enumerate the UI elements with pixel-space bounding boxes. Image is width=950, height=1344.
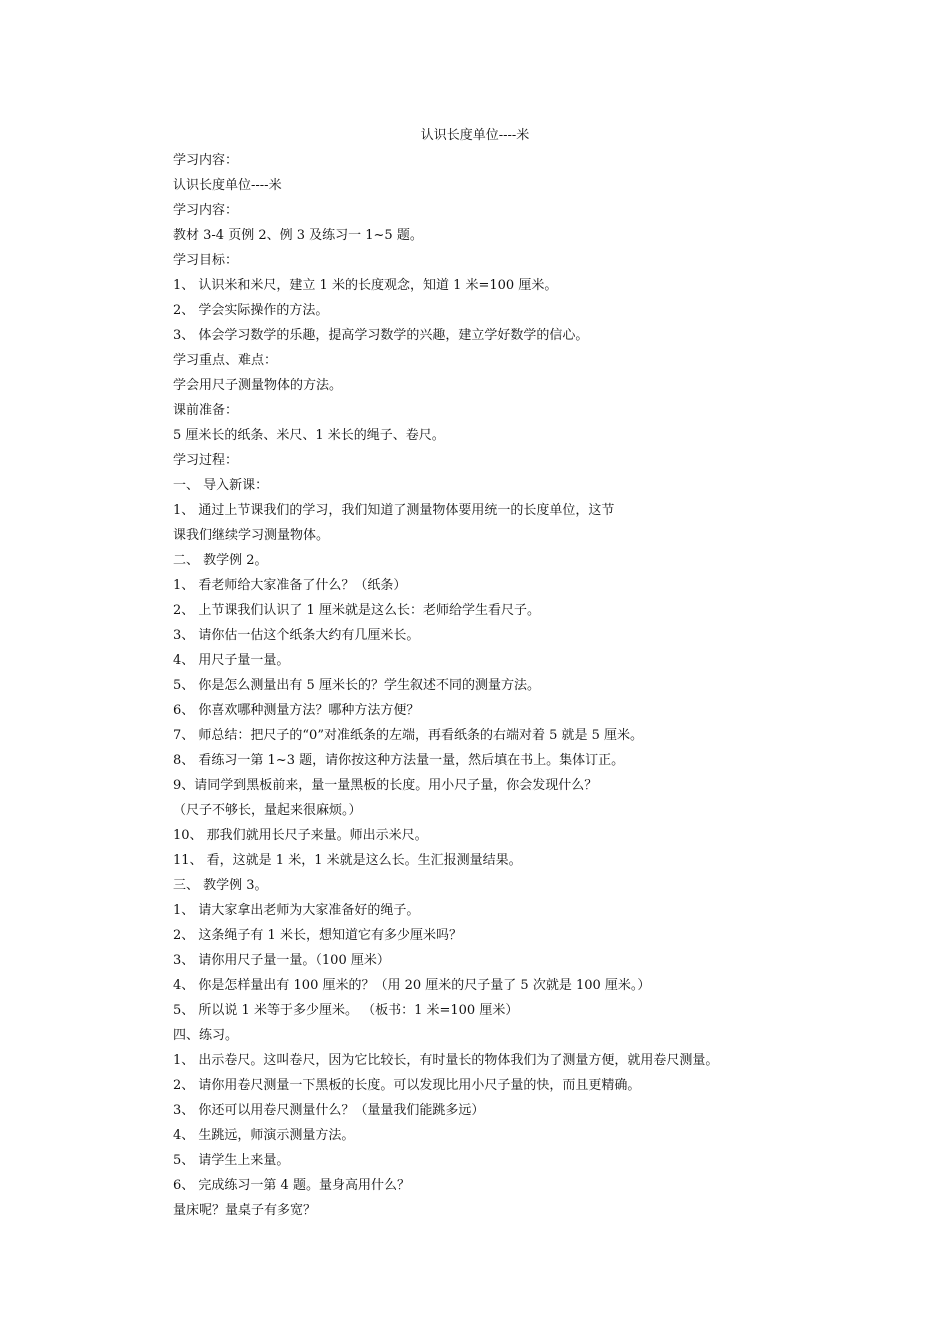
text-line: 学习目标： [173,253,239,268]
text-line: 1、 出示卷尺。这叫卷尺，因为它比较长，有时量长的物体我们为了测量方便，就用卷尺测量。 [173,1053,719,1068]
text-line: 5 厘米长的纸条、米尺、1 米长的绳子、卷尺。 [173,428,445,443]
text-line: 学习重点、难点： [173,353,278,368]
text-line: 学会用尺子测量物体的方法。 [173,378,343,393]
text-line: 5、 所以说 1 米等于多少厘米。 （板书：1 米=100 厘米） [173,1003,519,1018]
text-line: 2、 学会实际操作的方法。 [173,303,329,318]
text-line: 6、 完成练习一第 4 题。量身高用什么？ [173,1178,410,1193]
text-line: 一、 导入新课： [173,478,269,493]
text-line: 课我们继续学习测量物体。 [173,528,330,543]
text-line: 6、 你喜欢哪种测量方法？哪种方法方便？ [173,703,420,718]
text-line: 1、 请大家拿出老师为大家准备好的绳子。 [173,903,420,918]
text-line: （尺子不够长，量起来很麻烦。） [173,803,362,818]
text-line: 三、 教学例 3。 [173,878,268,893]
text-line: 4、 用尺子量一量。 [173,653,290,668]
text-line: 9、请同学到黑板前来，量一量黑板的长度。用小尺子量，你会发现什么？ [173,778,598,793]
text-line: 1、 通过上节课我们的学习，我们知道了测量物体要用统一的长度单位，这节 [173,503,615,518]
text-line: 3、 请你估一估这个纸条大约有几厘米长。 [173,628,420,643]
text-line: 3、 你还可以用卷尺测量什么？（量量我们能跳多远） [173,1103,485,1118]
text-line: 量床呢？量桌子有多宽？ [173,1203,317,1218]
text-line: 学习内容： [173,203,239,218]
text-line: 四、练习。 [173,1028,239,1043]
text-line: 5、 你是怎么测量出有 5 厘米长的？学生叙述不同的测量方法。 [173,678,540,693]
text-line: 认识长度单位----米 [173,178,282,193]
text-line: 学习内容： [173,153,239,168]
text-line: 教材 3-4 页例 2、例 3 及练习一 1~5 题。 [173,228,423,243]
text-line: 10、 那我们就用长尺子来量。师出示米尺。 [173,828,428,843]
text-line: 学习过程： [173,453,239,468]
text-line: 2、 请你用卷尺测量一下黑板的长度。可以发现比用小尺子量的快，而且更精确。 [173,1078,641,1093]
text-line: 2、 这条绳子有 1 米长，想知道它有多少厘米吗？ [173,928,462,943]
text-line: 1、 看老师给大家准备了什么？（纸条） [173,578,407,593]
text-line: 5、 请学生上来量。 [173,1153,290,1168]
text-line: 11、 看，这就是 1 米，1 米就是这么长。生汇报测量结果。 [173,853,522,868]
text-line: 课前准备： [173,403,239,418]
text-line: 7、 师总结：把尺子的“0”对准纸条的左端，再看纸条的右端对着 5 就是 5 厘米。 [173,728,644,743]
text-line: 8、 看练习一第 1~3 题，请你按这种方法量一量，然后填在书上。集体订正。 [173,753,625,768]
document-body [173,151,813,1226]
text-line: 2、 上节课我们认识了 1 厘米就是这么长：老师给学生看尺子。 [173,603,540,618]
document-title: 认识长度单位----米 [420,128,530,143]
text-line: 4、 你是怎样量出有 100 厘米的？（用 20 厘米的尺子量了 5 次就是 100 厘米。） [173,978,651,993]
text-line: 1、 认识米和米尺，建立 1 米的长度观念，知道 1 米=100 厘米。 [173,278,558,293]
text-line: 4、 生跳远，师演示测量方法。 [173,1128,355,1143]
text-line: 3、 体会学习数学的乐趣，提高学习数学的兴趣，建立学好数学的信心。 [173,328,589,343]
text-line: 3、 请你用尺子量一量。（100 厘米） [173,953,390,968]
text-line: 二、 教学例 2。 [173,553,268,568]
